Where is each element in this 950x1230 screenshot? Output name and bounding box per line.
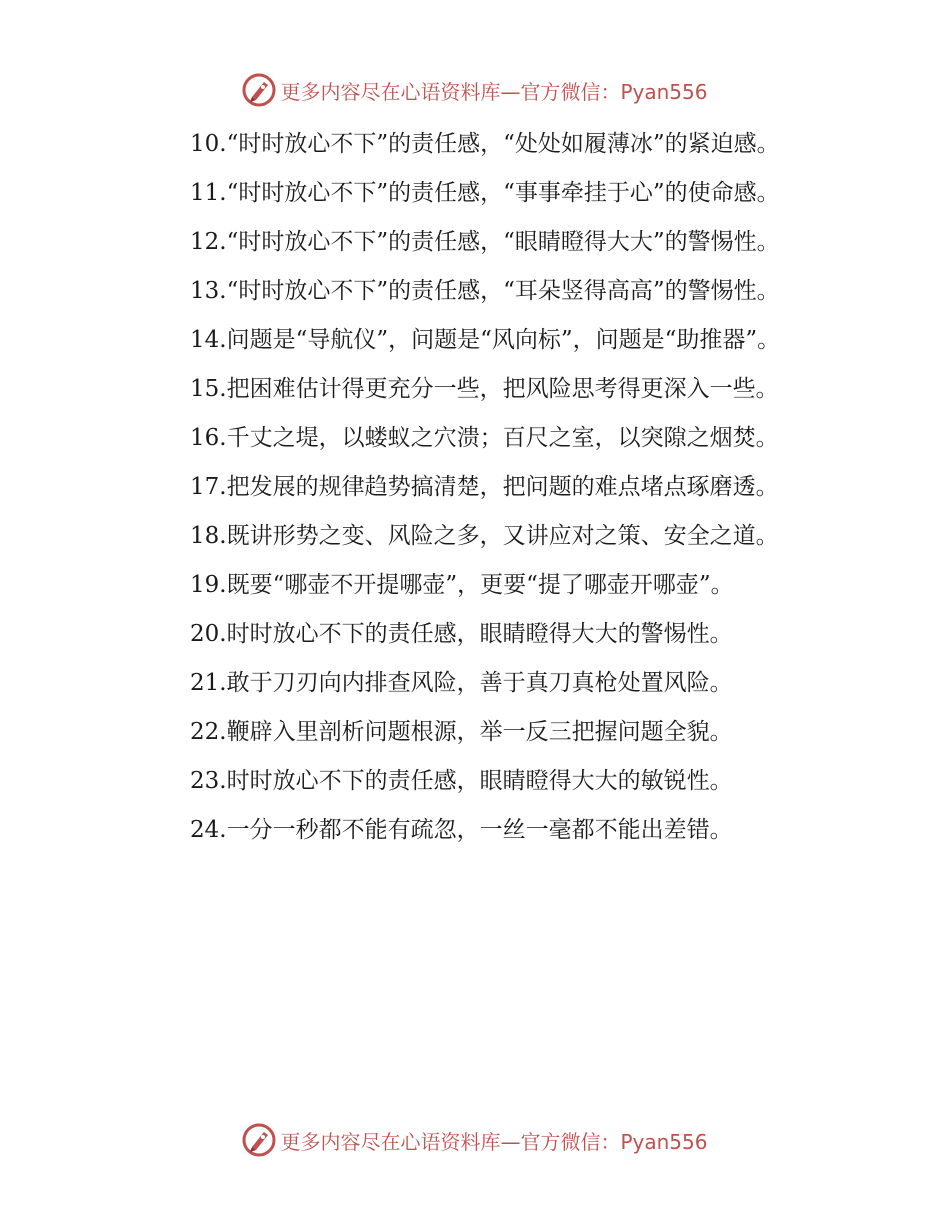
list-item: 11.“时时放心不下”的责任感，“事事牵挂于心”的使命感。	[190, 180, 780, 206]
header-banner-text: 更多内容尽在心语资料库—官方微信：Pyan556	[280, 79, 708, 104]
footer-banner-text: 更多内容尽在心语资料库—官方微信：Pyan556	[280, 1129, 708, 1154]
list-item: 16.千丈之堤，以蝼蚁之穴溃；百尺之室，以突隙之烟焚。	[190, 425, 779, 451]
pen-logo-icon	[242, 73, 276, 107]
list-item: 19.既要“哪壶不开提哪壶”，更要“提了哪壶开哪壶”。	[190, 572, 734, 598]
list-item: 13.“时时放心不下”的责任感，“耳朵竖得高高”的警惕性。	[190, 278, 780, 304]
list-item: 15.把困难估计得更充分一些，把风险思考得更深入一些。	[190, 376, 779, 402]
list-item: 23.时时放心不下的责任感，眼睛瞪得大大的敏锐性。	[190, 768, 733, 794]
list-item: 22.鞭辟入里剖析问题根源，举一反三把握问题全貌。	[190, 719, 733, 745]
list-item: 14.问题是“导航仪”，问题是“风向标”，问题是“助推器”。	[190, 327, 781, 353]
pen-logo-icon	[242, 1123, 276, 1157]
list-item: 18.既讲形势之变、风险之多，又讲应对之策、安全之道。	[190, 523, 779, 549]
list-item: 24.一分一秒都不能有疏忽，一丝一毫都不能出差错。	[190, 817, 733, 843]
list-item: 21.敢于刀刃向内排查风险，善于真刀真枪处置风险。	[190, 670, 733, 696]
list-item: 10.“时时放心不下”的责任感，“处处如履薄冰”的紧迫感。	[190, 131, 780, 157]
list-item: 12.“时时放心不下”的责任感，“眼睛瞪得大大”的警惕性。	[190, 229, 780, 255]
footer-banner	[0, 1120, 950, 1160]
list-item: 20.时时放心不下的责任感，眼睛瞪得大大的警惕性。	[190, 621, 733, 647]
header-banner	[0, 70, 950, 110]
document-body	[142, 126, 802, 861]
list-item: 17.把发展的规律趋势搞清楚，把问题的难点堵点琢磨透。	[190, 474, 779, 500]
